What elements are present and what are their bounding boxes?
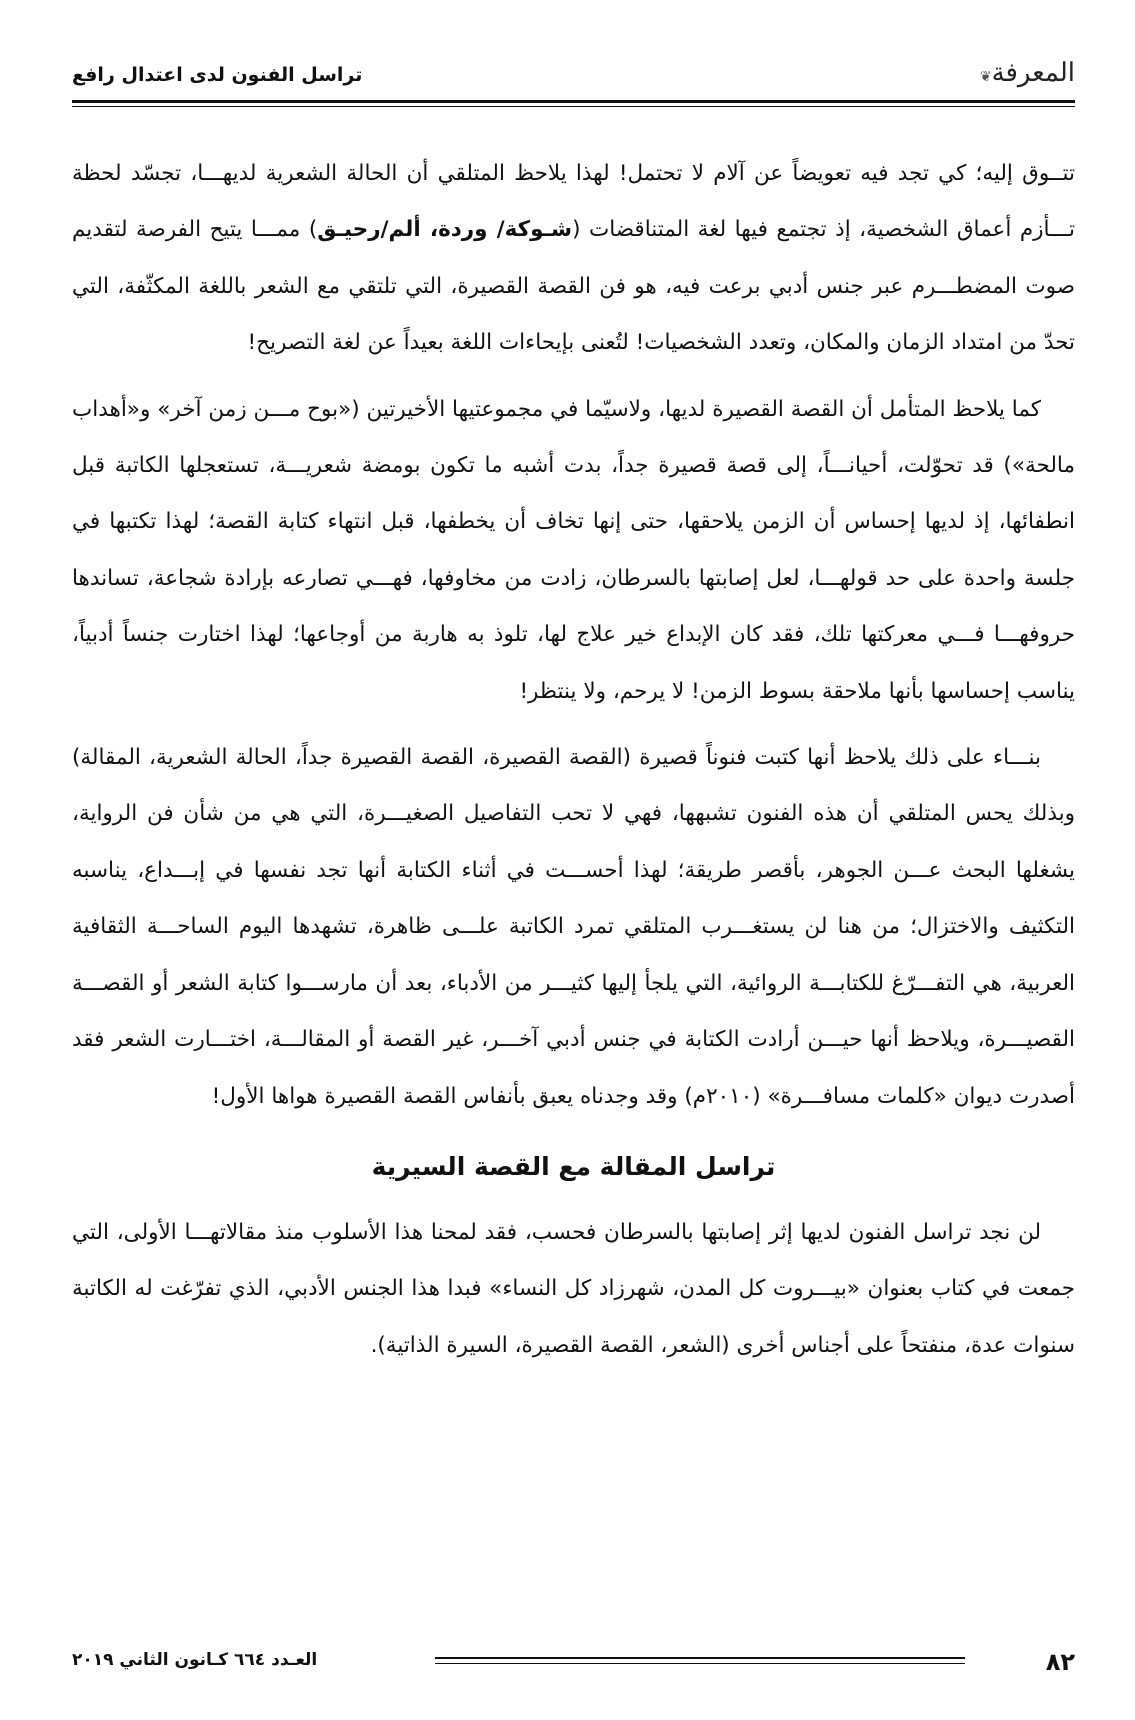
section-title: تراسل المقالة مع القصة السيرية <box>371 1151 776 1181</box>
page-number: ٨٢ <box>1045 1648 1075 1676</box>
section-paragraph: لن نجد تراسل الفنون لديها إثر إصابتها بالسرطان فحسب، فقد لمحنا هذا الأسلوب منذ مقالاتهـــا الأولى، التي جمعت في كتاب بعنوان «بيـــروت كل المدن، شهرزاد كل النساء» فبدا هذا الجنس الأدبي، الذي تفرّغت له الكاتبة سنوات عدة، منفتحاً على أجناس أخرى (الشعر، القصة القصيرة، السيرة الذاتية). <box>72 1219 1075 1358</box>
paragraph-1 <box>72 146 1075 372</box>
paragraph-3: بنـــاء على ذلك يلاحظ أنها كتبت فنوناً قصيرة (القصة القصيرة، القصة القصيرة جداً، الحالة الشعرية، المقالة) وبذلك يحس المتلقي أن هذه الفنون تشبهها، فهي لا تحب التفاصيل الصغيـــرة، التي هي من شأن فن الرواية، يشغلها البحث عـــن الجوهر، بأقصر طريقة؛ لهذا أحســـت في أثناء الكتابة أنها تجد نفسها في إبـــداع، يناسبه التكثيف والاختزال؛ من هنا لن يستغـــرب المتلقي تمرد الكاتبة علـــى ظاهرة، تشهدها اليوم الساحـــة الثقافية العربية، هي التفـــرّغ للكتابـــة الروائية، التي يلجأ إليها كثيـــر من الأدباء، بعد أن مارســـوا كتابة الشعر أو القصـــة القصيـــرة، ويلاحظ أنها حيـــن أرادت الكتابة في جنس أدبي آخـــر، غير القصة أو المقالـــة، اختـــارت الشعر فقد أصدرت ديوان «كلمات مسافـــرة» (٢٠١٠م) وقد وجدناه يعبق بأنفاس القصة القصيرة هواها الأول! <box>72 745 1075 1109</box>
footer-rule-thin <box>435 1663 965 1664</box>
magazine-logo <box>976 58 1075 88</box>
issue-info: العـدد ٦٦٤ كـانون الثاني ٢٠١٩ <box>72 1650 318 1670</box>
ornament-icon: ❦ <box>979 69 992 85</box>
page-footer <box>72 1648 1075 1678</box>
article-body <box>72 146 1075 1384</box>
paragraph-1-bold-terms: شـوكة/ وردة، ألم/رحيـق <box>317 217 573 243</box>
running-title: تراسل الفنون لدى اعتدال رافع <box>72 64 363 86</box>
paragraph-1-part-3: ) ممـــا يتيح الفرصة لتقديم صوت المضطـــرم عبر جنس أدبي برعت فيه، هو فن القصة القصيرة، التي تلتقي مع الشعر باللغة المكثّفة، التي تحدّ من امتداد الزمان والمكان، وتعدد الشخصيات! لتُعنى بإيحاءات اللغة بعيداً عن لغة التصريح! <box>72 217 1075 356</box>
footer-rule <box>435 1657 965 1659</box>
page-header <box>72 52 1075 106</box>
paragraph-2: كما يلاحظ المتأمل أن القصة القصيرة لديها، ولاسيّما في مجموعتيها الأخيرتين («بوح مـــن زمن آخر» و«أهداب مالحة») قد تحوّلت، أحيانـــاً، إلى قصة قصيرة جداً، بدت أشبه ما تكون بومضة شعريـــة، تستعجلها الكاتبة قبل انطفائها، إذ لديها إحساس أن الزمن يلاحقها، حتى إنها تخاف أن يخطفها، قبل انتهاء كتابة القصة؛ لهذا تكتبها في جلسة واحدة على حد قولهـــا، لعل إصابتها بالسرطان، زادت من مخاوفها، فهـــي تصارعه بإرادة شجاعة، تساندها حروفهـــا فـــي معركتها تلك، فقد كان الإبداع خير علاج لها، تلوذ به هاربة من أوجاعها؛ لهذا اختارت جنساً أدبياً، يناسب إحساسها بأنها ملاحقة بسوط الزمن! لا يرحم، ولا ينتظر! <box>72 396 1075 704</box>
header-rule <box>72 100 1075 103</box>
paragraph-1-part-1: تتــوق إليه؛ كي تجد فيه تعويضاً عن آلام لا تحتمل! لهذا يلاحظ المتلقي أن الحالة الشعرية لديهـــا، تجسّد لحظة تـــأزم أعماق الشخصية، إذ تجتمع فيها لغة المتناقضات ( <box>72 161 1075 243</box>
header-rule-thin <box>72 106 1075 107</box>
logo-text: المعرفة <box>991 58 1075 88</box>
